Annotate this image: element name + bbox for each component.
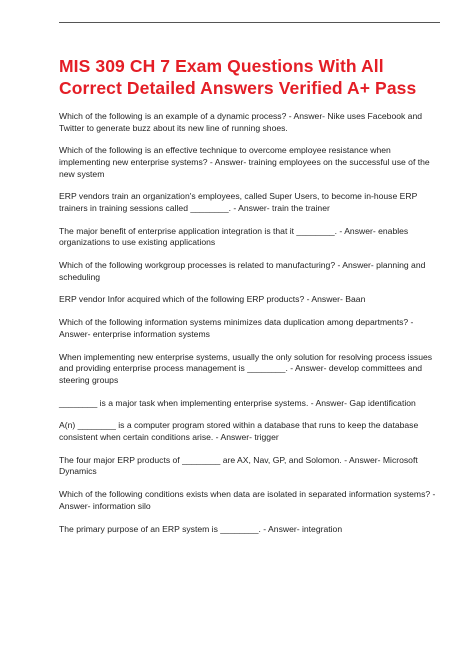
qa-item: Which of the following workgroup processes is related to manufacturing? - Answer- planning and scheduling [59,260,426,282]
header-rule [59,22,440,23]
qa-item: The four major ERP products of ________ are AX, Nav, GP, and Solomon. - Answer- Microsoft Dynamics [59,454,418,477]
qa-item: A(n) ________ is a computer program stored within a database that runs to keep the database consistent when certain conditions arise. - Answer- trigger [59,420,419,442]
qa-item: ERP vendor Infor acquired which of the following ERP products? - Answer- Baan [59,294,366,305]
qa-item: The primary purpose of an ERP system is ________. - Answer- integration [59,523,343,534]
qa-item: ERP vendors train an organization's employees, called Super Users, to become in-house ERP trainers in training sessions called ________. - Answer- train the trainer [59,191,418,213]
qa-item: Which of the following is an effective technique to overcome employee resistance when implementing new enterprise systems? - Answer- training employees on the successful use of the new system [59,145,430,179]
qa-item: When implementing new enterprise systems, usually the only solution for resolving process issues and providing enterprise process management is ________. - Answer- develop committees and steering groups [59,351,433,385]
qa-item: ________ is a major task when implementing enterprise systems. - Answer- Gap identification [59,397,416,408]
qa-item: Which of the following conditions exists when data are isolated in separated information systems? - Answer- information silo [59,489,436,511]
qa-item: Which of the following is an example of a dynamic process? - Answer- Nike uses Facebook and Twitter to generate buzz about its new line of running shoes. [59,111,423,133]
qa-item: Which of the following information systems minimizes data duplication among departments? - Answer- enterprise information systems [59,317,414,339]
qa-list [59,111,444,535]
qa-item: The major benefit of enterprise application integration is that it ________. - Answer- enables organizations to use existing applications [59,225,409,248]
document-title: MIS 309 CH 7 Exam Questions With All Correct Detailed Answers Verified A+ Pass [59,56,417,98]
